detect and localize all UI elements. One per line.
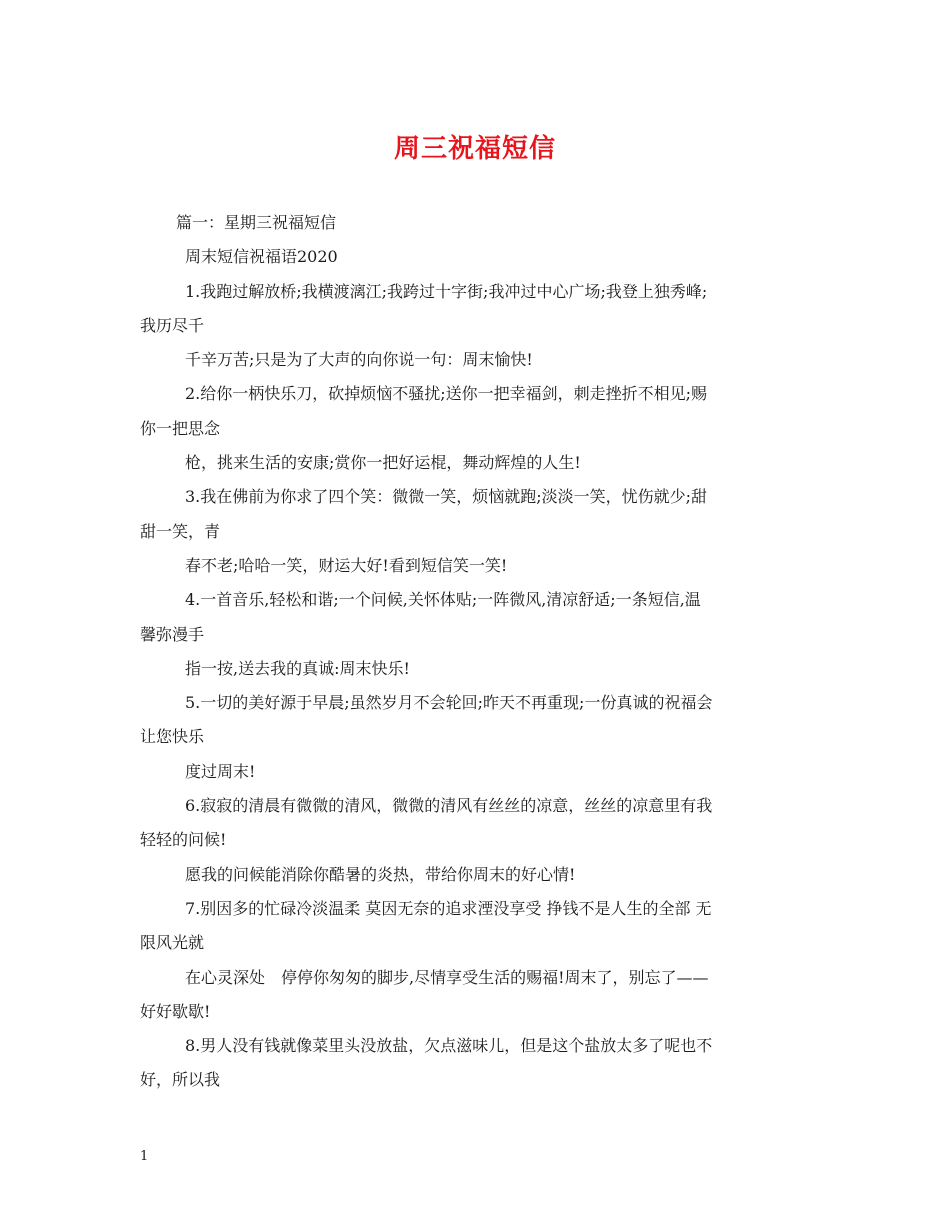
text-line: 轻轻的问候! (140, 830, 227, 850)
text-line: 2.给你一柄快乐刀，砍掉烦恼不骚扰;送你一把幸福剑，刺走挫折不相见;赐 (185, 384, 708, 404)
text-line: 周末短信祝福语2020 (185, 247, 338, 267)
text-line: 度过周末! (185, 761, 256, 781)
text-line: 8.男人没有钱就像菜里头没放盐，欠点滋味儿，但是这个盐放太多了呢也不 (185, 1036, 713, 1056)
text-line: 让您快乐 (140, 727, 205, 747)
text-line: 3.我在佛前为你求了四个笑：微微一笑，烦恼就跑;淡淡一笑，忧伤就少;甜 (185, 487, 708, 507)
document-body (140, 206, 815, 1098)
text-line: 在心灵深处 停停你匆匆的脚步,尽情享受生活的赐福!周末了，别忘了—— (185, 967, 709, 987)
text-line: 甜一笑，青 (140, 521, 221, 541)
text-line: 我历尽千 (140, 315, 205, 335)
text-line: 你一把思念 (140, 418, 221, 438)
text-line: 1.我跑过解放桥;我横渡漓江;我跨过十字街;我冲过中心广场;我登上独秀峰; (185, 281, 708, 301)
text-line: 指一按,送去我的真诚:周末快乐! (185, 658, 410, 678)
text-line: 馨弥漫手 (140, 624, 205, 644)
text-line: 7.别因多的忙碌冷淡温柔 莫因无奈的追求湮没享受 挣钱不是人生的全部 无 (185, 898, 712, 918)
text-line: 5.一切的美好源于早晨;虽然岁月不会轮回;昨天不再重现;一份真诚的祝福会 (185, 693, 713, 713)
text-line: 枪，挑来生活的安康;赏你一把好运棍，舞动辉煌的人生! (185, 453, 581, 473)
text-line: 好，所以我 (140, 1070, 221, 1090)
text-line: 4.一首音乐,轻松和谐;一个问候,关怀体贴;一阵微风,清凉舒适;一条短信,温 (185, 590, 701, 610)
text-line: 好好歇歇! (140, 1001, 211, 1021)
page-number: 1 (140, 1149, 149, 1164)
text-line: 春不老;哈哈一笑，财运大好!看到短信笑一笑! (185, 555, 508, 575)
text-line: 6.寂寂的清晨有微微的清风，微微的清风有丝丝的凉意，丝丝的凉意里有我 (185, 796, 713, 816)
document-title: 周三祝福短信 (393, 134, 556, 164)
text-line: 千辛万苦;只是为了大声的向你说一句：周末愉快! (185, 350, 533, 370)
text-line: 篇一：星期三祝福短信 (176, 213, 337, 232)
text-line: 限风光就 (140, 933, 205, 953)
text-line: 愿我的问候能消除你酷暑的炎热，带给你周末的好心情! (185, 864, 576, 884)
